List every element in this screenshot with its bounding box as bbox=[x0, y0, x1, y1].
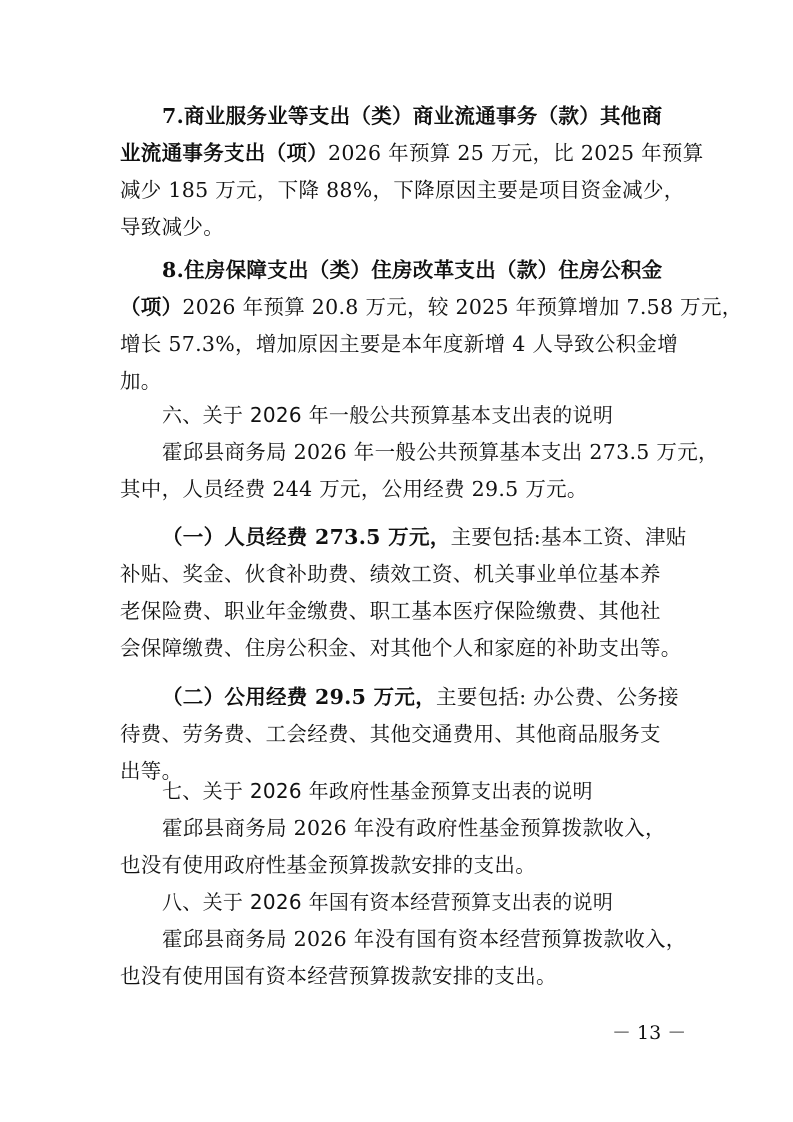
section-7-title-cont: 业流通事务支出（项） bbox=[120, 141, 328, 165]
section-8-title: 8.住房保障支出（类）住房改革支出（款）住房公积金 bbox=[162, 258, 663, 282]
part-6 bbox=[120, 397, 719, 790]
section-8-line bbox=[120, 289, 743, 326]
section-7-paragraph bbox=[120, 98, 704, 246]
public-line bbox=[120, 679, 690, 716]
personnel-line: 补贴、奖金、伙食补助费、绩效工资、机关事业单位基本养 bbox=[120, 562, 661, 586]
public-text: 主要包括: 办公费、公务接 bbox=[436, 685, 679, 709]
personnel-line bbox=[120, 519, 690, 556]
part-8-text: 也没有使用国有资本经营预算拨款安排的支出。 bbox=[120, 964, 557, 988]
section-7-line bbox=[120, 135, 704, 172]
part-7-text: 也没有使用政府性基金预算拨款安排的支出。 bbox=[120, 853, 536, 877]
section-8-line: 加。 bbox=[120, 369, 162, 393]
part-7-heading: 七、关于 2026 年政府性基金预算支出表的说明 bbox=[162, 779, 593, 803]
section-8-text: 2026 年预算 20.8 万元，较 2025 年预算增加 7.58 万元， bbox=[182, 295, 743, 319]
part-8-text: 霍邱县商务局 2026 年没有国有资本经营预算拨款收入， bbox=[162, 927, 687, 951]
section-7-text: 2026 年预算 25 万元，比 2025 年预算 bbox=[328, 141, 704, 165]
personnel-title: （一）人员经费 273.5 万元， bbox=[162, 525, 451, 549]
personnel-line: 老保险费、职业年金缴费、职工基本医疗保险缴费、其他社 bbox=[120, 599, 661, 623]
part-8 bbox=[120, 884, 690, 995]
section-7-line: 导致减少。 bbox=[120, 215, 224, 239]
part-6-heading: 六、关于 2026 年一般公共预算基本支出表的说明 bbox=[162, 403, 614, 427]
part-6-text: 其中，人员经费 244 万元，公用经费 29.5 万元。 bbox=[120, 477, 588, 501]
public-line: 待费、劳务费、工会经费、其他交通费用、其他商品服务支 bbox=[120, 722, 661, 746]
section-8-paragraph bbox=[120, 252, 743, 400]
public-title: （二）公用经费 29.5 万元， bbox=[162, 685, 437, 709]
section-8-title-cont: （项） bbox=[120, 295, 183, 319]
section-8-line: 增长 57.3%，增加原因主要是本年度新增 4 人导致公积金增 bbox=[120, 332, 679, 356]
part-6-text: 霍邱县商务局 2026 年一般公共预算基本支出 273.5 万元， bbox=[162, 440, 719, 464]
section-7-title: 7.商业服务业等支出（类）商业流通事务（款）其他商 bbox=[162, 104, 663, 128]
part-8-heading: 八、关于 2026 年国有资本经营预算支出表的说明 bbox=[162, 890, 614, 914]
personnel-text: 主要包括:基本工资、津贴 bbox=[450, 525, 687, 549]
page-number: － 13 － bbox=[612, 1022, 687, 1044]
section-7-line: 减少 185 万元，下降 88%，下降原因主要是项目资金减少， bbox=[120, 178, 685, 202]
personnel-line: 会保障缴费、住房公积金、对其他个人和家庭的补助支出等。 bbox=[120, 636, 682, 660]
part-7 bbox=[120, 773, 690, 884]
part-7-text: 霍邱县商务局 2026 年没有政府性基金预算拨款收入， bbox=[162, 816, 666, 840]
public-line: 出等。 bbox=[120, 759, 183, 783]
